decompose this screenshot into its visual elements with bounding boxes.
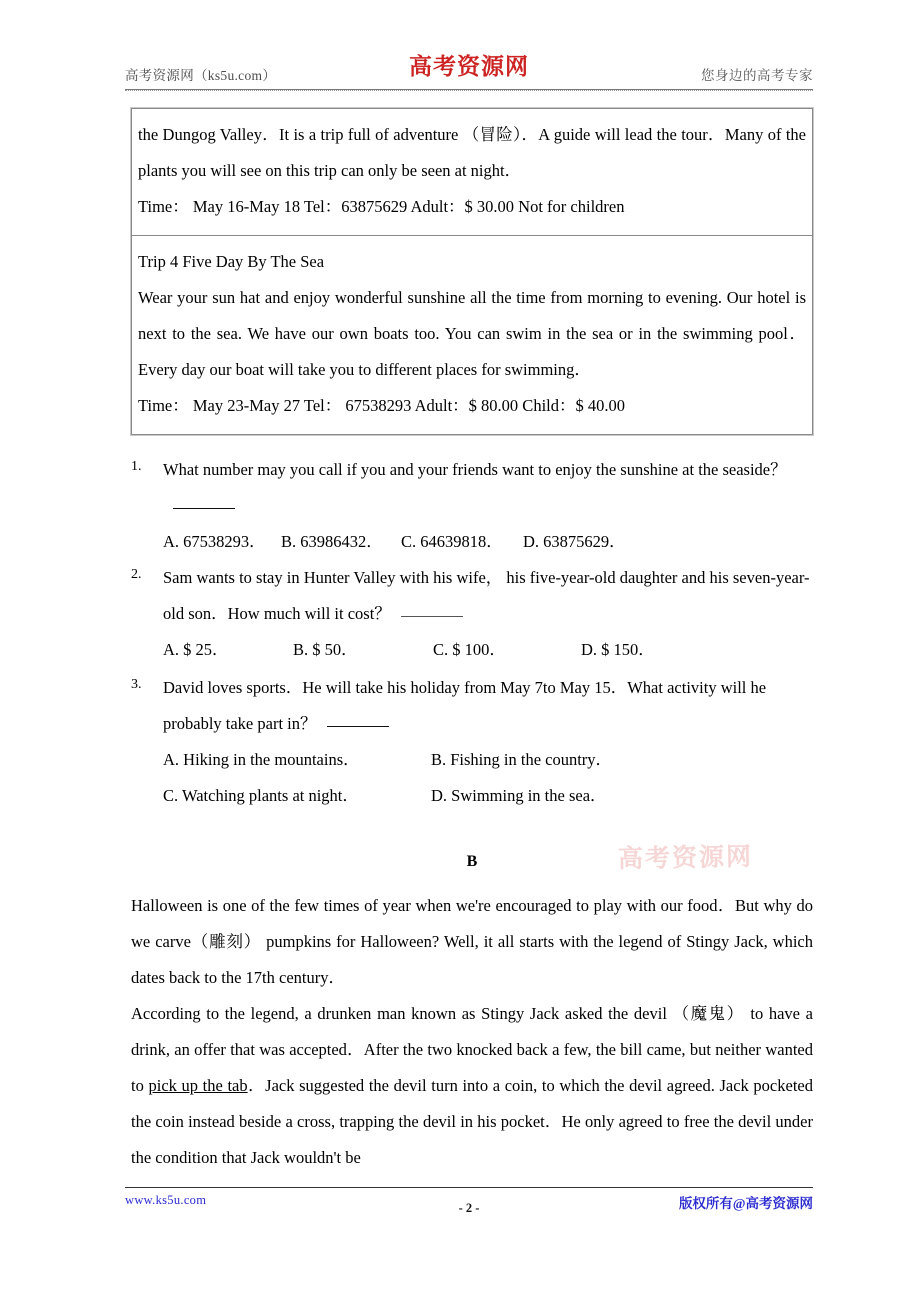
- question-stem-text: Sam wants to stay in Hunter Valley with his wife， his five-year-old daughter and his seven-year-old son．How much will it cost？: [163, 568, 810, 623]
- answer-blank[interactable]: [327, 726, 389, 727]
- section-b-paragraph-2: [131, 996, 813, 1176]
- header-divider: [125, 89, 813, 91]
- trip3-cell: [132, 109, 812, 236]
- header-slogan: 您身边的高考专家: [701, 68, 813, 83]
- footer-copyright: 版权所有@高考资源网: [678, 1196, 813, 1211]
- question-options: [163, 632, 813, 668]
- footer-url[interactable]: www.ks5u.com: [125, 1193, 207, 1207]
- option-b[interactable]: B. 63986432．: [281, 532, 383, 551]
- option-a[interactable]: A. $ 25．: [163, 640, 229, 659]
- header-site-name: 高考资源网（ks5u.com）: [125, 68, 277, 83]
- option-d[interactable]: D. 63875629．: [523, 532, 626, 551]
- question-stem: [163, 452, 813, 524]
- option-b[interactable]: B. Fishing in the country．: [431, 750, 613, 769]
- paragraph-text: Halloween is one of the few times of year when we're encouraged to play with our food．But why do we carve（雕刻） pumpkins for Halloween? Well, it all starts with the legend of Stingy Jack, which dates back to the 17th century．: [131, 896, 813, 987]
- question-item: [131, 560, 813, 668]
- question-options-row1: [163, 742, 813, 778]
- trip4-details: Time： May 23-May 27 Tel： 67538293 Adult：$ 80.00 Child：$ 40.00: [138, 396, 625, 415]
- paragraph-segment-2: ．Jack suggested the devil turn into a coin, to which the devil agreed. Jack pocketed the coin instead beside a cross, trapping the devil in his pocket．He only agreed to free the devil under the condition that Jack wouldn't be: [131, 1076, 813, 1167]
- trip4-description: Wear your sun hat and enjoy wonderful sunshine all the time from morning to evening. Our hotel is next to the sea. We have our own boats too. You can swim in the sea or in the swimming pool．Every day our boat will take you to different places for swimming．: [138, 288, 806, 379]
- underlined-phrase: pick up the tab: [148, 1076, 248, 1095]
- question-stem: [163, 670, 813, 742]
- question-options-row2: [163, 778, 813, 814]
- option-c[interactable]: C. Watching plants at night．: [163, 786, 359, 805]
- paragraph-text: [131, 996, 813, 1176]
- question-body: [163, 670, 813, 814]
- question-number: 3.: [131, 677, 142, 692]
- question-stem-text: David loves sports．He will take his holiday from May 7to May 15．What activity will he probably take part in？: [163, 678, 767, 733]
- trip4-cell: [132, 236, 812, 434]
- option-c[interactable]: C. $ 100．: [433, 640, 506, 659]
- trip3-details: Time： May 16-May 18 Tel：63875629 Adult：$ 30.00 Not for children: [138, 197, 625, 216]
- option-a[interactable]: A. Hiking in the mountains．: [163, 750, 360, 769]
- page-number: - 2 -: [458, 1201, 480, 1215]
- section-b-paragraph-1: [131, 888, 813, 996]
- page-header: [125, 50, 813, 90]
- question-options: [163, 524, 813, 560]
- page-watermark: 高考资源网: [617, 841, 754, 874]
- question-item: [131, 670, 813, 814]
- trip3-description: the Dungog Valley．It is a trip full of adventure （冒险）．A guide will lead the tour．Many of the plants you will see on this trip can only be seen at night．: [138, 125, 806, 180]
- footer-divider: [125, 1187, 813, 1188]
- option-d[interactable]: D. $ 150．: [581, 640, 655, 659]
- option-c[interactable]: C. 64639818．: [401, 532, 503, 551]
- answer-blank[interactable]: [173, 508, 235, 509]
- option-d[interactable]: D. Swimming in the sea．: [431, 786, 607, 805]
- answer-blank[interactable]: [401, 616, 463, 617]
- trip4-title: Trip 4 Five Day By The Sea: [138, 252, 325, 271]
- option-b[interactable]: B. $ 50．: [293, 640, 358, 659]
- trip-info-table: [131, 108, 813, 435]
- question-number: 2.: [131, 567, 142, 582]
- section-letter-b: B: [466, 853, 478, 870]
- question-stem: [163, 560, 813, 632]
- question-item: [131, 452, 813, 560]
- question-body: [163, 452, 813, 560]
- question-number: 1.: [131, 459, 142, 474]
- question-body: [163, 560, 813, 668]
- paragraph-segment-1: According to the legend, a drunken man known as Stingy Jack asked the devil （魔鬼） to have a drink, an offer that was accepted．After the two knocked back a few, the bill came, but neither wanted to: [131, 1004, 813, 1095]
- header-brand-logo: 高考资源网: [409, 53, 529, 80]
- option-a[interactable]: A. 67538293．: [163, 532, 266, 551]
- page-footer: [125, 1191, 813, 1221]
- question-stem-text: What number may you call if you and your friends want to enjoy the sunshine at the seaside？: [163, 460, 787, 479]
